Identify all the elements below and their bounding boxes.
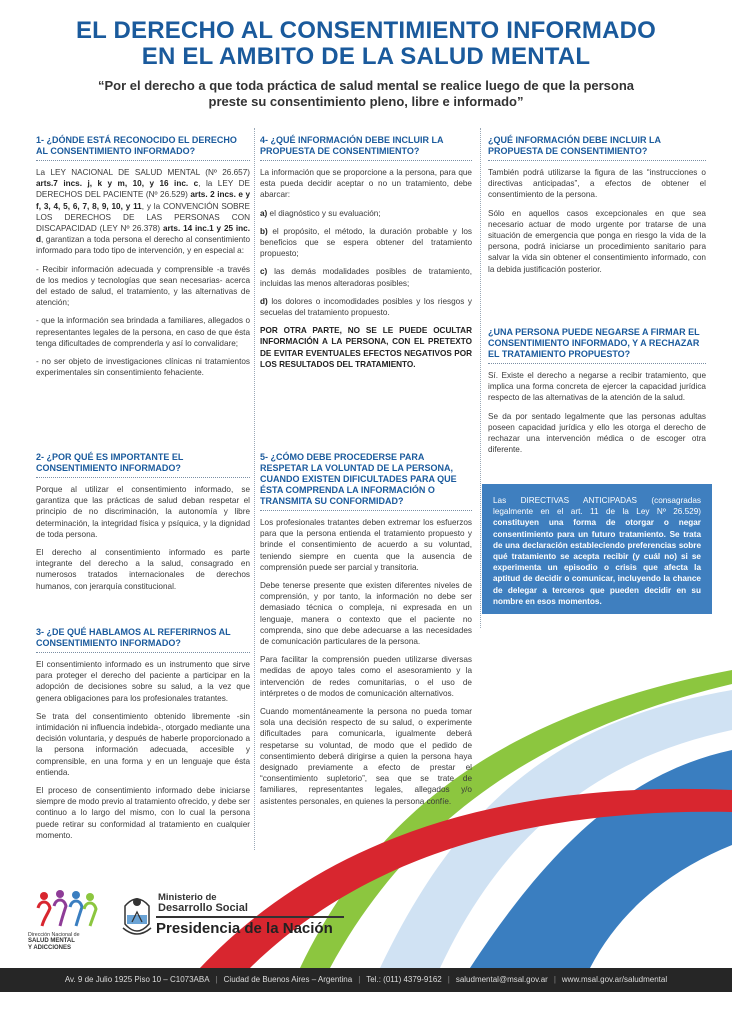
section-6-paragraph-1: También podrá utilizarse la figura de las “instrucciones o directivas anticipadas”, a efectos de obtener el consentimiento de la persona. <box>488 168 706 200</box>
item-label: a) <box>260 208 268 218</box>
footer-separator: | <box>447 975 450 984</box>
section-3-paragraph-2: Se trata del consentimiento obtenido libremente -sin intimidación ni influencia indebida-, otorgado mediante una decisión voluntaria, y después de haberle proporcionado a la persona información adecuada, accesible y comprensible, en una forma y en un lenguaje que ésta entienda. <box>36 711 250 777</box>
text-run: , y la CONVENCIÓN SOBRE LOS DERECHOS DE LAS PERSONAS CON DISCAPACIDAD (LEY Nº 26.378) <box>36 201 250 234</box>
ministry-line-1: Ministerio de <box>158 892 217 903</box>
section-5-paragraph-4: Cuando momentáneamente la persona no pueda tomar sola una decisión respecto de su salud, o experimente dificultades para comunicarla, igualmente deberá respetarse su voluntad, de modo que el pedido de consentimiento deberá dirigirse a quien la persona haya designado previamente a efecto de prestar el “consentimiento supletorio”, sea que se trate de familiares, representantes legales, allegados y/o asistentes personales, en quienes la persona confíe. <box>260 707 472 806</box>
footer-city: Ciudad de Buenos Aires – Argentina <box>223 975 353 984</box>
section-5-paragraph-3: Para facilitar la comprensión pueden utilizarse diversas medidas de apoyo tales como el asesoramiento y la intervención de redes comunitarias, o el uso de intérpretes o de modos de comunicación alternativos. <box>260 655 472 698</box>
section-1-heading: 1- ¿DÓNDE ESTÁ RECONOCIDO EL DERECHO AL CONSENTIMIENTO INFORMADO? <box>36 135 250 161</box>
section-4-paragraph-1: La información que se proporcione a la persona, para que esta pueda decidir aceptar o no un tratamiento, debe abarcar: <box>260 168 472 200</box>
dir-line-3: Y ADICCIONES <box>28 944 72 951</box>
page-title <box>0 18 732 70</box>
dir-line-1: Dirección Nacional de <box>28 932 80 938</box>
section-6 <box>488 135 706 327</box>
section-3 <box>36 627 250 841</box>
logos-area <box>0 880 732 960</box>
section-1-paragraph-2: - Recibir información adecuada y comprensible -a través de los medios y tecnologías que sean necesarias- acerca del estado de salud, el tratamiento, y las alternativas de atención; <box>36 264 250 308</box>
section-2 <box>36 452 250 627</box>
column-divider-2 <box>480 128 481 628</box>
footer-separator: | <box>215 975 218 984</box>
footer-bar <box>0 968 732 992</box>
footer-separator: | <box>358 975 361 984</box>
section-5-heading: 5- ¿CÓMO DEBE PROCEDERSE PARA RESPETAR LA VOLUNTAD DE LA PERSONA, CUANDO EXISTEN DIFICULTADES PARA QUE ÉSTA COMPRENDA LA INFORMACIÓN O TRANSMITA SU CONFORMIDAD? <box>260 452 472 511</box>
directivas-anticipadas-box <box>482 484 712 614</box>
section-7-heading: ¿UNA PERSONA PUEDE NEGARSE A FIRMAR EL CONSENTIMIENTO INFORMADO, Y A RECHAZAR EL TRATAMIENTO PROPUESTO? <box>488 327 706 364</box>
column-left <box>36 135 250 848</box>
footer-email-link[interactable]: saludmental@msal.gov.ar <box>455 975 548 984</box>
text-run: , garantizan a toda persona el derecho al consentimiento informado para todo tipo de intervención, y en especial a: <box>36 235 250 256</box>
section-4 <box>260 135 472 445</box>
section-4-item-a <box>260 208 472 219</box>
section-2-heading: 2- ¿POR QUÉ ES IMPORTANTE EL CONSENTIMIENTO INFORMADO? <box>36 452 250 478</box>
section-1-paragraph-1 <box>36 167 250 257</box>
page-subtitle: “Por el derecho a que toda práctica de salud mental se realice luego de que la persona preste su consentimiento pleno, libre e informado” <box>97 78 635 109</box>
section-3-heading: 3- ¿DE QUÉ HABLAMOS AL REFERIRNOS AL CONSENTIMIENTO INFORMADO? <box>36 627 250 653</box>
ministry-line-2: Desarrollo Social <box>158 902 248 914</box>
ministerio-logo <box>120 892 360 950</box>
footer-address: Av. 9 de Julio 1925 Piso 10 – C1073ABA <box>64 975 210 984</box>
footer-web-link[interactable]: www.msal.gov.ar/saludmental <box>561 975 668 984</box>
text-run: , la LEY DE DERECHOS DEL PACIENTE (Nº 26.529) <box>36 179 250 200</box>
section-4-heading: 4- ¿QUÉ INFORMACIÓN DEBE INCLUIR LA PROPUESTA DE CONSENTIMIENTO? <box>260 135 472 161</box>
item-text: los dolores o incomodidades posibles y los riesgos y secuelas del tratamiento propuesto. <box>260 296 472 318</box>
box-text-bold: constituyen una forma de otorgar o negar consentimiento para un futuro tratamiento. Se trata de una declaración estableciendo preferencias sobre qué tratamiento se acepta recibir (y cuál no) si se experimenta un episodio o crisis que afecta la aptitud de decidir o comunicar, incluyendo la chance de delegar a terceros que pueden decidir en su nombre en esos momentos. <box>493 518 701 606</box>
section-4-item-c <box>260 266 472 288</box>
text-run-bold: arts. 2 incs. e y f, 3, 4, 5, 6, 7, 8, 9, 10, y 11 <box>36 190 250 211</box>
column-right <box>488 135 706 462</box>
section-5 <box>260 452 472 807</box>
title-line-2: EN EL AMBITO DE LA SALUD MENTAL <box>141 43 591 70</box>
item-text: las demás modalidades posibles de tratamiento, incluidas las menos alteradoras posibles; <box>260 267 472 288</box>
section-1-paragraph-3: - que la información sea brindada a familiares, allegados o representantes legales de la persona, en caso de que ésta tenga dificultades de comprenderla y así lo convalidare; <box>36 316 250 348</box>
section-6-heading: ¿QUÉ INFORMACIÓN DEBE INCLUIR LA PROPUESTA DE CONSENTIMIENTO? <box>488 135 706 161</box>
column-middle <box>260 135 472 814</box>
header <box>0 18 732 110</box>
item-label: b) <box>260 226 268 236</box>
section-7-paragraph-2: Se da por sentado legalmente que las personas adultas poseen capacidad jurídica y ello les otorga el derecho de rechazar una intervención médica o de escoger otra diferente. <box>488 411 706 455</box>
section-3-paragraph-1: El consentimiento informado es un instrumento que sirve para proteger el derecho del paciente a participar en la adopción de decisiones sobre su salud, a la vez que genera obligaciones para los profesionales tratantes. <box>36 660 250 703</box>
section-6-paragraph-2: Sólo en aquellos casos excepcionales en que sea necesario actuar de modo urgente por tratarse de una situación de emergencia que ponga en riesgo la vida de la persona, podrá iniciarse un procedimiento sanitario para salvar la vida sin obtener el consentimiento informado, con la debida justificación posterior. <box>488 208 706 274</box>
text-run-bold: arts. 14 inc.1 y 25 inc. d <box>36 224 250 245</box>
presidency-label: Presidencia de la Nación <box>156 916 344 940</box>
item-label: d) <box>260 296 268 306</box>
national-seal-icon <box>120 894 154 940</box>
section-1 <box>36 135 250 445</box>
section-1-paragraph-4: - no ser objeto de investigaciones clínicas ni tratamientos experimentales sin consentimiento fehaciente. <box>36 357 250 378</box>
section-4-bold-note: POR OTRA PARTE, NO SE LE PUEDE OCULTAR INFORMACIÓN A LA PERSONA, CON EL PRETEXTO DE EVITAR EVENTUALES EFECTOS NEGATIVOS POR LOS RESULTADOS DEL TRATAMIENTO. <box>260 326 472 369</box>
footer-separator: | <box>553 975 556 984</box>
salud-mental-logo <box>28 888 118 958</box>
item-text: el diagnóstico y su evaluación; <box>267 208 381 218</box>
dir-line-2: SALUD MENTAL <box>28 938 75 945</box>
footer-phone: Tel.: (011) 4379-9162 <box>366 975 442 984</box>
section-3-paragraph-3: El proceso de consentimiento informado debe iniciarse siempre de modo previo al tratamiento ofrecido, y debe ser continuo a lo largo del mismo, con lo cual la persona puede retirar su conformidad al tratamiento en cualquier momento. <box>36 786 250 840</box>
text-run-bold: arts.7 incs. j, k y m, 10, y 16 inc. c <box>36 179 199 189</box>
box-text-intro: Las DIRECTIVAS ANTICIPADAS (consagradas legalmente en el art. 11 de la Ley Nº 26.529) <box>493 496 701 517</box>
section-7-paragraph-1: Sí. Existe el derecho a negarse a recibir tratamiento, que implica una forma concreta de ejercer la capacidad jurídica respecto de las alternativas de la atención de la salud. <box>488 371 706 403</box>
item-text: el propósito, el método, la duración probable y los beneficios que se espera obtener del tratamiento propuesto; <box>260 226 472 259</box>
section-2-paragraph-1: Porque al utilizar el consentimiento informado, se garantiza que las prácticas de salud deban respetar el principio de no discriminación, la autonomía y libre determinación, la integridad física y psíquica, y la dignidad de toda persona. <box>36 485 250 539</box>
column-divider-1 <box>254 128 255 850</box>
section-2-paragraph-2: El derecho al consentimiento informado es parte integrante del derecho a la salud, consagrado en numerosos tratados internacionales de derechos humanos, con jerarquía constitucional. <box>36 548 250 591</box>
text-run: La LEY NACIONAL DE SALUD MENTAL (Nº 26.657) <box>36 168 250 177</box>
section-5-paragraph-2: Debe tenerse presente que existen diferentes niveles de comprensión, y por tanto, la información no debe ser demasiado técnica o compleja, ni expresada en un lenguaje, manera o contexto que el paciente no comprenda, sino que debe adecuarse a las necesidades de comunicación particulares de la persona. <box>260 581 472 647</box>
people-figures-icon <box>34 888 98 930</box>
title-line-1: EL DERECHO AL CONSENTIMIENTO INFORMADO <box>75 17 657 44</box>
section-7 <box>488 327 706 455</box>
section-4-item-b <box>260 226 472 260</box>
section-5-paragraph-1: Los profesionales tratantes deben extremar los esfuerzos para que la persona entienda el tratamiento propuesto y brinde el consentimiento de acuerdo a su voluntad, teniendo siempre en cuenta que la ausencia de comprensión puede ser parcial y transitoria. <box>260 518 472 572</box>
item-label: c) <box>260 267 268 277</box>
salud-mental-logo-text <box>28 932 118 951</box>
section-4-item-d <box>260 296 472 318</box>
